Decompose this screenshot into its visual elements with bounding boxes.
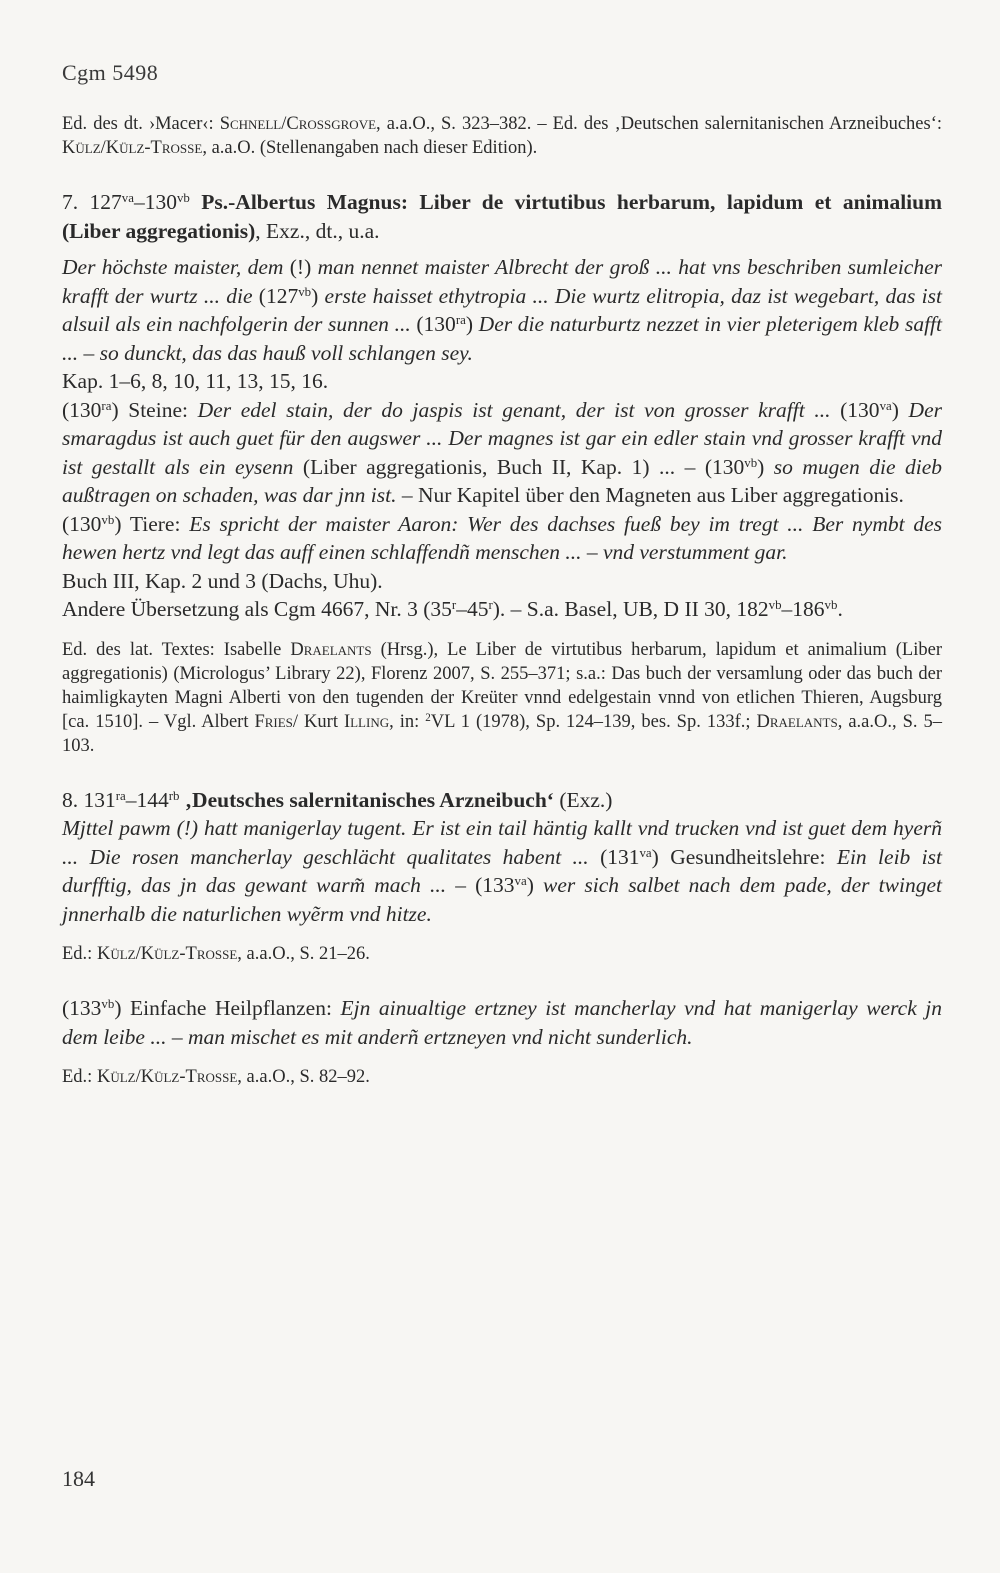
section-8-herbal-plants: $(133^{vb})$ Einfache Heilpflanzen: Ejn ainualtige ertzney ist mancherlay vnd hat manigerlay werck jn dem leibe ... – man mischet es mit anderñ ertzneyen vnd nicht sunderlich. bbox=[62, 996, 943, 1049]
section-7-book: Buch III, Kap. 2 und 3 (Dachs, Uhu). bbox=[62, 568, 383, 593]
section-7-other-translation: Andere Übersetzung als Cgm 4667, Nr. 3 (35$^r$–45$^r$). – S.a. Basel, UB, D II 30, $182^{vb}-186^{vb}$. bbox=[62, 597, 843, 621]
section-7-animals: $(130^{vb})$ Tiere: Es spricht der maister Aaron: Wer des dachses fueß bey im tregt ... Ber nymbt des hewen hertz vnd legt das auff einen schlaffendñ menschen ... – vnd verstumment gar. bbox=[62, 511, 942, 564]
section-7-incipit: Der höchste maister, dem (!) man nennet maister Albrecht der groß ... hat vns beschriben sumleicher krafft der wurtz ... die $(127^{vb})$ erste haisset ethytropia ... Die wurtz elitropia, daz ist wegebart, das ist alsuil als ein nachfolgerin der sunnen ... $(130^{ra})$ Der die naturburtz nezzet in vier pleterigem kleb safft ... – so dunckt, das das hauß voll schlangen sey. bbox=[62, 255, 942, 365]
section-7-stones: $(130^{ra})$ Steine: Der edel stain, der do jaspis ist genant, der ist von grosser krafft ... $(130^{va})$ Der smaragdus ist auch guet für den augswer ... Der magnes ist gar ein edler stain vnd grosser krafft vnd ist gestallt als ein eysenn (Liber aggregationis, Buch II, Kap. 1) ... – $(130^{vb})$ so mugen die dieb außtragen on schaden, was dar jnn ist. – Nur Kapitel über den Magneten aus Liber aggregationis. bbox=[62, 397, 942, 507]
section-8-heading: 8. $131^{ra}-144^{rb}$ ‚Deutsches salernitanisches Arzneibuch‘ (Exz.) bbox=[62, 787, 613, 812]
section-7-edition-note: Ed. des lat. Textes: Isabelle Draelants (Hrsg.), Le Liber de virtutibus herbarum, lapidum et animalium (Liber aggregationis) (Micrologus’ Library 22), Florenz 2007, S. 255–371; s.a.: Das buch der versamlung oder das buch der haimligkayten Magni Alberti von den tugenden der Kreüter vnnd edelgestain vnnd von etlichen Thieren, Augsburg [ca. 1510]. – Vgl. Albert Fries/ Kurt Illing, in: $^2$VL 1 (1978), Sp. 124–139, bes. Sp. 133f.; Draelants, a.a.O., S. 5–103. bbox=[62, 639, 943, 756]
section-8-edition-note-1: Ed.: Külz/Külz-Trosse, a.a.O., S. 21–26. bbox=[62, 944, 370, 964]
page-number: 184 bbox=[62, 1466, 95, 1491]
running-header: Cgm 5498 bbox=[62, 60, 159, 85]
intro-edition-note: Ed. des dt. ›Macer‹: Schnell/Crossgrove, a.a.O., S. 323–382. – Ed. des ‚Deutschen salernitanischen Arzneibuches‘: Külz/Külz-Trosse, a.a.O. (Stellenangaben nach dieser Edition). bbox=[62, 114, 942, 158]
section-7-heading: 7. $127^{va}-130^{vb}$ Ps.-Albertus Magnus: Liber de virtutibus herbarum, lapidum et animalium (Liber aggregationis), Exz., dt., u.a. bbox=[62, 190, 943, 243]
section-8-edition-note-2: Ed.: Külz/Külz-Trosse, a.a.O., S. 82–92. bbox=[62, 1067, 370, 1087]
section-8-incipit: Mjttel pawm (!) hatt manigerlay tugent. Er ist ein tail häntig kallt vnd trucken vnd ist guet dem hyerñ ... Die rosen mancherlay geschlächt qualitates habent ... $(131^{va})$ Gesundheitslehre: Ein leib ist durfftig, das jn das gewant warm̃ mach ... – $(133^{va})$ wer sich salbet nach dem pade, der twinget jnnerhalb die naturlichen wyẽrm vnd hitze. bbox=[62, 816, 942, 926]
document-page bbox=[62, 60, 942, 1117]
section-7-chapters: Kap. 1–6, 8, 10, 11, 13, 15, 16. bbox=[62, 369, 329, 393]
